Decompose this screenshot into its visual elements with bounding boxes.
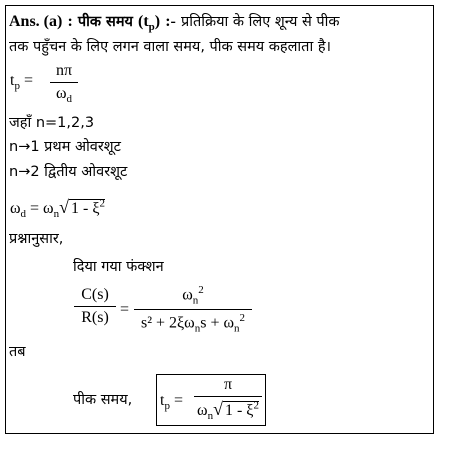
peak-fraction <box>194 376 262 423</box>
n1-line: n→1 प्रथम ओवरशूट <box>9 139 121 155</box>
tp-fraction <box>50 62 78 106</box>
term: पीक समय <box>77 14 133 30</box>
tp-lhs: $t_p$ = <box>10 72 33 93</box>
separator: :- <box>165 13 176 30</box>
tp-symbol: $(t_p)$ <box>138 13 161 34</box>
n2-line: n→2 द्वितीय ओवरशूट <box>9 164 128 180</box>
tp-denominator: $\omega_d$ <box>55 85 73 106</box>
transfer-lhs <box>74 286 116 328</box>
fraction-bar <box>74 306 116 307</box>
transfer-rhs <box>134 284 252 335</box>
transfer-denominator: R(s) <box>81 309 109 327</box>
peak-numerator: π <box>223 376 233 393</box>
fraction-bar <box>134 309 252 310</box>
peak-time-label: पीक समय, <box>73 392 133 408</box>
ans-label: Ans. (a) <box>9 13 63 30</box>
tp-numerator: nπ <box>55 62 73 79</box>
heading-line-1 <box>9 13 340 33</box>
given-line: दिया गया फंक्शन <box>73 259 164 275</box>
transfer-rhs-denominator: $s^2 + 2\xi\omega_ns + \omega_n^2$ <box>141 312 245 335</box>
peak-denominator: $\omega_n√$ $1 - \xi^2$ <box>197 399 259 423</box>
fraction-bar <box>194 396 262 397</box>
transfer-rhs-numerator: $\omega_n^2$ <box>182 284 204 307</box>
according-line: प्रश्नानुसार, <box>9 231 64 247</box>
wd-formula: $\omega_d = \omega_n√$ $1 - \xi^2$ <box>10 197 105 221</box>
fraction-bar <box>50 82 78 83</box>
transfer-numerator: C(s) <box>81 286 109 303</box>
where-line: जहाँ n=1,2,3 <box>9 115 95 131</box>
peak-tp-lhs: $t_p$ = <box>160 392 183 413</box>
definition-part-2: तक पहुँचन के लिए लगन वाला समय, पीक समय कहलाता है। <box>9 39 332 55</box>
definition-part-1: प्रतिक्रिया के लिए शून्य से पीक <box>180 14 340 30</box>
ans-colon: : <box>67 13 73 30</box>
transfer-eq: = <box>120 301 130 318</box>
then-line: तब <box>9 344 26 360</box>
